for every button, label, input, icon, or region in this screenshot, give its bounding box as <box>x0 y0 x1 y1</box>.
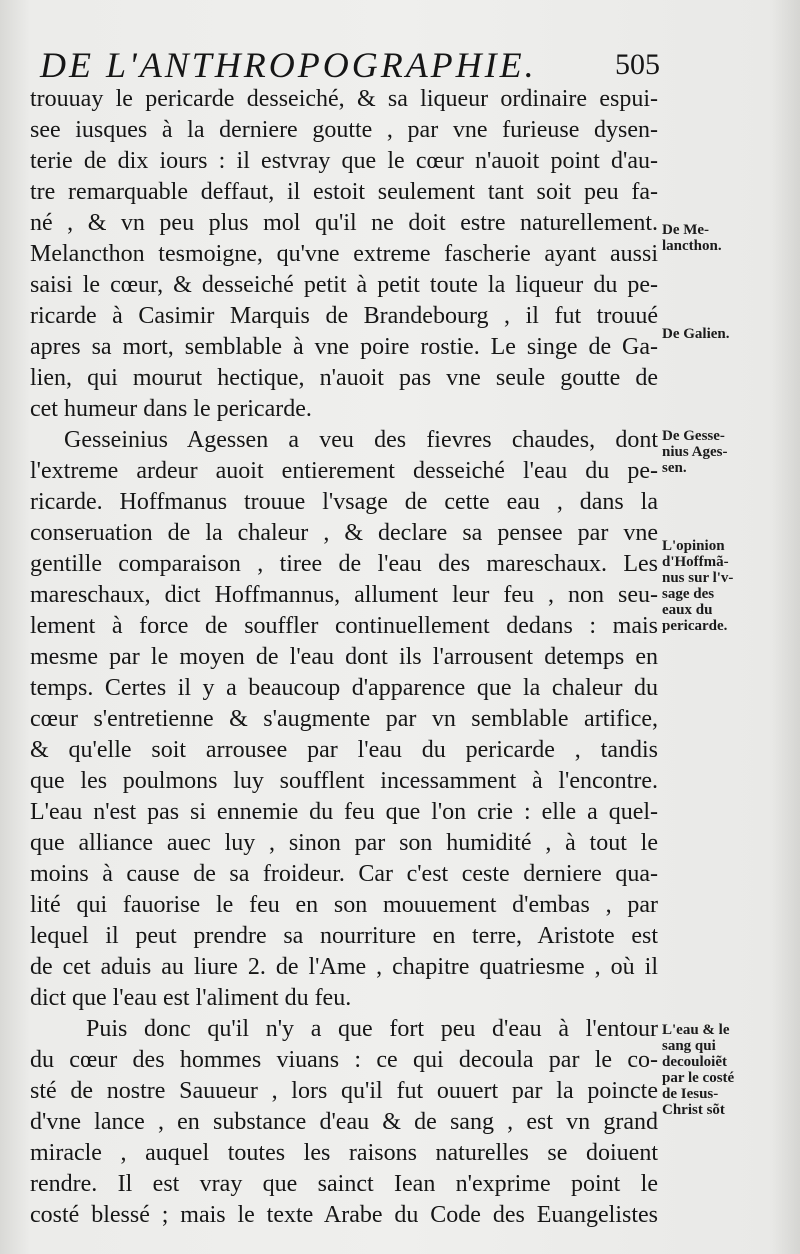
text-line: mareschaux, dict Hoffmannus, allument leur feu , non seu- <box>30 582 658 608</box>
margin-note-melancthon: De Me- lancthon. <box>662 222 722 254</box>
text-line: né , & vn peu plus mol qu'il ne doit estre naturellement. <box>30 210 658 236</box>
text-line: conseruation de la chaleur , & declare sa pensee par vne <box>30 520 658 546</box>
text-line: mesme par le moyen de l'eau dont ils l'arrousent detemps en <box>30 644 658 670</box>
margin-note-gessenius: De Gesse- nius Ages- sen. <box>662 428 728 476</box>
text-line: gentille comparaison , tiree de l'eau des mareschaux. Les <box>30 551 658 577</box>
margin-note-hoffmannus: L'opinion d'Hoffmã- nus sur l'v- sage des eaux du pericarde. <box>662 538 734 634</box>
text-line: cet humeur dans le pericarde. <box>30 396 312 422</box>
margin-note-galien: De Galien. <box>662 326 730 342</box>
text-line: du cœur des hommes viuans : ce qui decoula par le co- <box>30 1047 658 1073</box>
text-line: Melancthon tesmoigne, qu'vne extreme fascherie ayant aussi <box>30 241 658 267</box>
text-line: saisi le cœur, & desseiché petit à petit toute la liqueur du pe- <box>30 272 658 298</box>
text-line: trouuay le pericarde desseiché, & sa liqueur ordinaire espui- <box>30 86 658 112</box>
text-line: ricarde. Hoffmanus trouue l'vsage de cette eau , dans la <box>30 489 658 515</box>
text-line: Puis donc qu'il n'y a que fort peu d'eau à l'entour <box>86 1016 658 1042</box>
text-line: cœur s'entretienne & s'augmente par vn semblable artifice, <box>30 706 658 732</box>
text-line: see iusques à la derniere goutte , par vne furieuse dysen- <box>30 117 658 143</box>
text-line: terie de dix iours : il estvray que le cœur n'auoit point d'au- <box>30 148 658 174</box>
text-line: & qu'elle soit arrousee par l'eau du pericarde , tandis <box>30 737 658 763</box>
text-line: dict que l'eau est l'aliment du feu. <box>30 985 352 1011</box>
text-line: tre remarquable deffaut, il estoit seulement tant soit peu fa- <box>30 179 658 205</box>
text-line: lequel il peut prendre sa nourriture en terre, Aristote est <box>30 923 658 949</box>
text-line: l'extreme ardeur auoit entierement desseiché l'eau du pe- <box>30 458 658 484</box>
text-line: lement à force de souffler continuellement dedans : mais <box>30 613 658 639</box>
text-line: que alliance auec luy , sinon par son humidité , à tout le <box>30 830 658 856</box>
text-line: costé blessé ; mais le texte Arabe du Code des Euangelistes <box>30 1202 658 1228</box>
text-line: moins à cause de sa froideur. Car c'est ceste derniere qua- <box>30 861 658 887</box>
text-line: temps. Certes il y a beaucoup d'apparence que la chaleur du <box>30 675 658 701</box>
text-line: lité qui fauorise le feu en son mouuement d'embas , par <box>30 892 658 918</box>
main-text <box>30 84 658 1231</box>
text-line: d'vne lance , en substance d'eau & de sang , est vn grand <box>30 1109 658 1135</box>
running-title: DE L'ANTHROPOGRAPHIE. <box>40 45 537 85</box>
text-line: que les poulmons luy soufflent incessamment à l'encontre. <box>30 768 658 794</box>
text-line: L'eau n'est pas si ennemie du feu que l'on crie : elle a quel- <box>30 799 658 825</box>
text-line: apres sa mort, semblable à vne poire rostie. Le singe de Ga- <box>30 334 658 360</box>
text-line: miracle , auquel toutes les raisons naturelles se doiuent <box>30 1140 658 1166</box>
page-number: 505 <box>615 48 660 81</box>
margin-note-eau-sang: L'eau & le sang qui decouloiẽt par le costé de Iesus- Christ sõt <box>662 1022 735 1118</box>
text-line: Gesseinius Agessen a veu des fievres chaudes, dont <box>64 427 658 453</box>
text-line: de cet aduis au liure 2. de l'Ame , chapitre quatriesme , où il <box>30 954 658 980</box>
text-line: rendre. Il est vray que sainct Iean n'exprime point le <box>30 1171 658 1197</box>
text-line: sté de nostre Sauueur , lors qu'il fut ouuert par la poincte <box>30 1078 658 1104</box>
page-header <box>40 44 660 86</box>
text-line: lien, qui mourut hectique, n'auoit pas vne seule goutte de <box>30 365 658 391</box>
text-line: ricarde à Casimir Marquis de Brandebourg , il fut trouué <box>30 303 658 329</box>
